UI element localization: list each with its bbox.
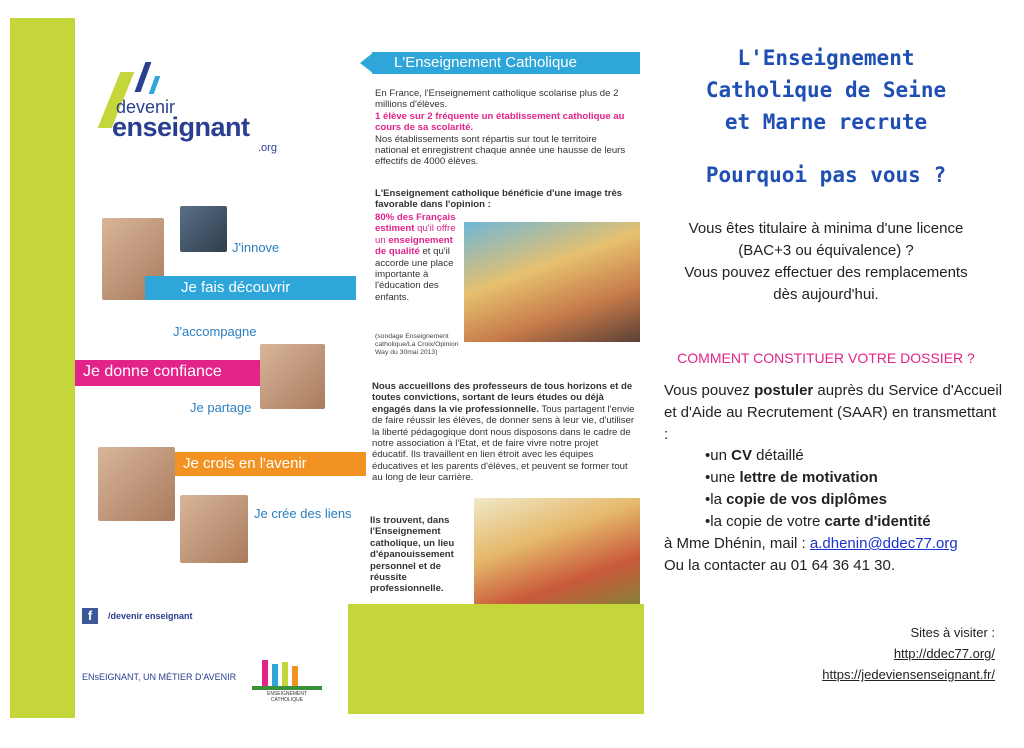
sites-block [780,622,995,685]
label-cree-liens: Je crée des liens [254,506,352,521]
list-item: •une lettre de motivation [705,469,878,486]
teacher-photo [180,495,248,563]
label-accompagne: J'accompagne [173,324,257,339]
students-photo [464,222,640,342]
survey-source: (sondage Enseignement catholique/La Croix/Opinion Way du 30mai 2013) [375,333,459,356]
list-item: •un CV détaillé [705,447,804,464]
label-donne-confiance: Je donne confiance [75,360,276,386]
phone-line: Ou la contacter au 01 64 36 41 30. [664,557,895,574]
recruit-text: Tous partagent l'envie de faire réussir les élèves, de donner sens à leur vie, d'utiliser la liberté pédagogique dont nous disposons dans le cadre de notre association à l'Etat, et de faire vivre notre projet éducatif. Ils travaillent en lien étroit avec les équipes éducatives et les parents d'élèves, et peuvent se former tout au long de leur carrière. [372,403,635,484]
page-subtitle: Pourquoi pas vous ? [705,163,947,187]
logo-stroke [149,76,161,94]
label-fais-decouvrir [145,276,356,300]
opinion-pink: 80% des Français estiment [375,212,456,235]
label-partage: Je partage [190,400,252,415]
intro-block [652,218,1000,306]
green-footer-block [348,604,644,714]
facebook-link[interactable]: /devenir enseignant [108,611,193,621]
list-item: •la copie de vos diplômes [705,491,887,508]
teacher-photo [180,206,227,252]
contact-pre: à Mme Dhénin, mail : [664,535,810,552]
site-link[interactable]: https://jedeviensenseignant.fr/ [822,667,995,682]
opinion-pink2: enseignement de qualité [375,234,453,258]
logo-org: .org [258,142,277,154]
site-link[interactable]: http://ddec77.org/ [893,646,995,661]
apply-paragraph [664,380,1004,446]
apply-bold: postuler [754,382,814,399]
green-side-bar [10,18,75,718]
footer-tagline: ENsEIGNANT, UN MÉTIER D'AVENIR [82,672,237,682]
opinion-title: L'Enseignement catholique bénéficie d'une image très favorable dans l'opinion : [375,188,623,211]
apply-pre: Vous pouvez [664,382,755,399]
intro-line: (BAC+3 ou équivalence) ? [738,242,914,259]
page-title [652,42,1000,138]
catholic-logo-caption: ENSEIGNEMENT CATHOLIQUE [266,691,307,703]
recruit-bold: Nous accueillons des professeurs de tous horizons et de toutes convictions, sortant de leurs études ou déjà engagés dans la vie professionnelle. [372,381,633,415]
intro-line: dès aujourd'hui. [773,286,879,303]
contact-line [664,533,1004,555]
fulfilment-paragraph: Ils trouvent, dans l'Enseignement catholique, un lieu d'épanouissement personnel et de réussite professionnelle. [370,515,455,595]
email-link[interactable]: a.dhenin@ddec77.org [809,535,958,552]
dossier-title: COMMENT CONSTITUER VOTRE DOSSIER ? [677,350,975,366]
intro-rest: Nos établissements sont répartis sur tout le territoire national et enregistrent chaque année une hausse de leurs effectifs de 4000 élèves. [375,133,626,168]
teacher-photo [260,344,325,409]
intro-paragraph [375,88,633,168]
title-line: Catholique de Seine [705,78,947,102]
facebook-icon[interactable]: f [82,608,98,624]
title-line: L'Enseignement [737,46,915,70]
opinion-text1: qu'il offre un [375,223,456,246]
logo-enseignant: enseignant [112,112,250,142]
apply-post: auprès du Service d'Accueil et d'Aide au Recrutement (SAAR) en transmettant : [664,382,1003,443]
intro-highlight: 1 élève sur 2 fréquente un établissement catholique au cours de sa scolarité. [375,110,625,134]
label-innove: J'innove [232,240,280,255]
catholic-logo [252,660,322,703]
title-line: et Marne recrute [724,110,928,134]
sites-label: Sites à visiter : [910,625,995,640]
intro-line: Vous êtes titulaire à minima d'une licence [688,220,964,237]
logo-devenir: devenir [116,97,176,117]
contact-block [664,533,1004,577]
recruit-paragraph [372,381,637,484]
section-header: L'Enseignement Catholique [372,52,640,74]
teacher-photo [98,447,175,521]
document-list [705,445,1005,533]
label-crois-avenir: Je crois en l'avenir [175,452,366,476]
opinion-text [375,212,458,303]
opinion-text2: et qu'il accorde une place importante à l'éducation des enfants. [375,246,454,303]
intro-line: Vous pouvez effectuer des remplacements [684,264,968,281]
list-item: •la copie de votre carte d'identité [705,513,931,530]
logo-stroke [135,62,152,92]
label-text: Je fais découvrir [181,279,291,296]
intro-text: En France, l'Enseignement catholique scolarise plus de 2 millions d'élèves. [375,88,619,111]
